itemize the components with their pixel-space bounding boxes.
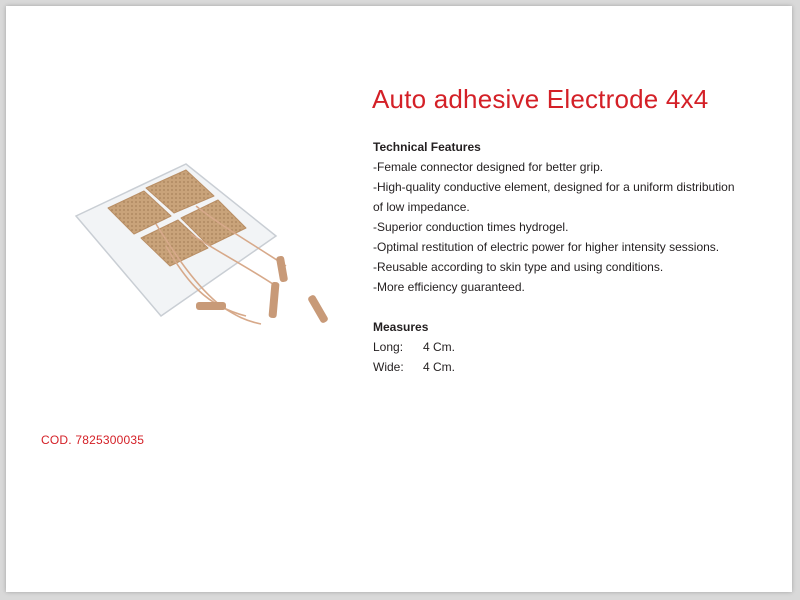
measures-list	[373, 337, 455, 377]
feature-line: -Superior conduction times hydrogel.	[373, 220, 569, 234]
measure-label: Wide:	[373, 360, 404, 374]
measures-heading: Measures	[373, 320, 429, 334]
electrode-product-image	[46, 156, 336, 366]
product-code: COD. 7825300035	[41, 433, 145, 447]
feature-line: -High-quality conductive element, designed for a uniform distribution	[373, 180, 735, 194]
technical-features-list	[373, 157, 735, 297]
measure-row	[373, 357, 455, 377]
feature-line: -Female connector designed for better grip.	[373, 160, 604, 174]
feature-line: -Reusable according to skin type and using conditions.	[373, 260, 664, 274]
catalog-page	[6, 6, 792, 592]
feature-line: of low impedance.	[373, 200, 470, 214]
measure-value: 4 Cm.	[423, 360, 456, 374]
measure-row	[373, 337, 455, 357]
measure-value: 4 Cm.	[423, 340, 456, 354]
technical-features-heading: Technical Features	[373, 140, 481, 154]
feature-line: -Optimal restitution of electric power for higher intensity sessions.	[373, 240, 720, 254]
product-title: Auto adhesive Electrode 4x4	[372, 84, 709, 114]
feature-line: -More efficiency guaranteed.	[373, 280, 525, 294]
measure-label: Long:	[373, 340, 404, 354]
